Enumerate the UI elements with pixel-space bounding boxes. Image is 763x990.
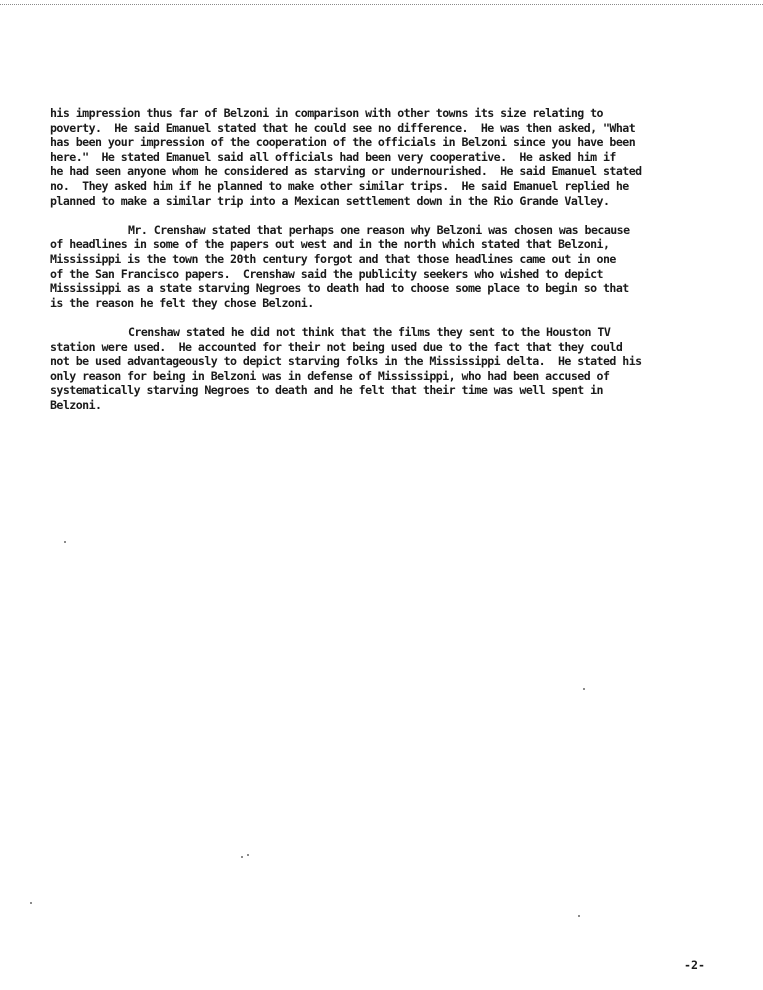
text-line: no. They asked him if he planned to make other similar trips. He said Emanuel replied he [50,178,629,193]
text-line: poverty. He said Emanuel stated that he could see no difference. He was then asked, "What [50,120,636,135]
text-line: planned to make a similar trip into a Mexican settlement down in the Rio Grande Valley. [50,193,610,208]
text-line: he had seen anyone whom he considered as starving or undernourished. He said Emanuel stated [50,164,642,179]
text-line: only reason for being in Belzoni was in defense of Mississippi, who had been accused of [50,368,610,383]
paragraph-2 [50,223,750,311]
text-line: not be used advantageously to depict starving folks in the Mississippi delta. He stated his [50,354,642,369]
text-line: systematically starving Negroes to death and he felt that their time was well spent in [50,383,603,398]
text-line: here." He stated Emanuel said all officials had been very cooperative. He asked him if [50,149,616,164]
text-line: station were used. He accounted for their not being used due to the fact that they could [50,339,623,354]
scan-speck [64,541,66,543]
text-line: Belzoni. [50,397,102,412]
page-number: -2- [684,958,705,972]
scan-speck [578,915,580,917]
scan-speck [30,902,32,904]
text-line: Mississippi as a state starving Negroes to death had to choose some place to begin so that [50,281,629,296]
paragraph-1 [50,106,750,208]
scan-speck [583,688,585,690]
document-body [50,106,750,427]
text-line: has been your impression of the cooperation of the officials in Belzoni since you have been [50,135,636,150]
text-line: of headlines in some of the papers out west and in the north which stated that Belzoni, [50,237,610,252]
text-line: his impression thus far of Belzoni in comparison with other towns its size relating to [50,106,603,120]
text-line: of the San Francisco papers. Crenshaw said the publicity seekers who wished to depict [50,266,603,281]
paragraph-3 [50,325,750,413]
scan-speck [247,854,249,856]
scan-speck [241,856,243,858]
text-line: Mr. Crenshaw stated that perhaps one reason why Belzoni was chosen was because [128,222,630,237]
text-line: Mississippi is the town the 20th century forgot and that those headlines came out in one [50,251,616,266]
text-line: is the reason he felt they chose Belzoni. [50,295,314,310]
text-line: Crenshaw stated he did not think that the films they sent to the Houston TV [128,324,611,339]
page-top-edge [0,0,763,5]
